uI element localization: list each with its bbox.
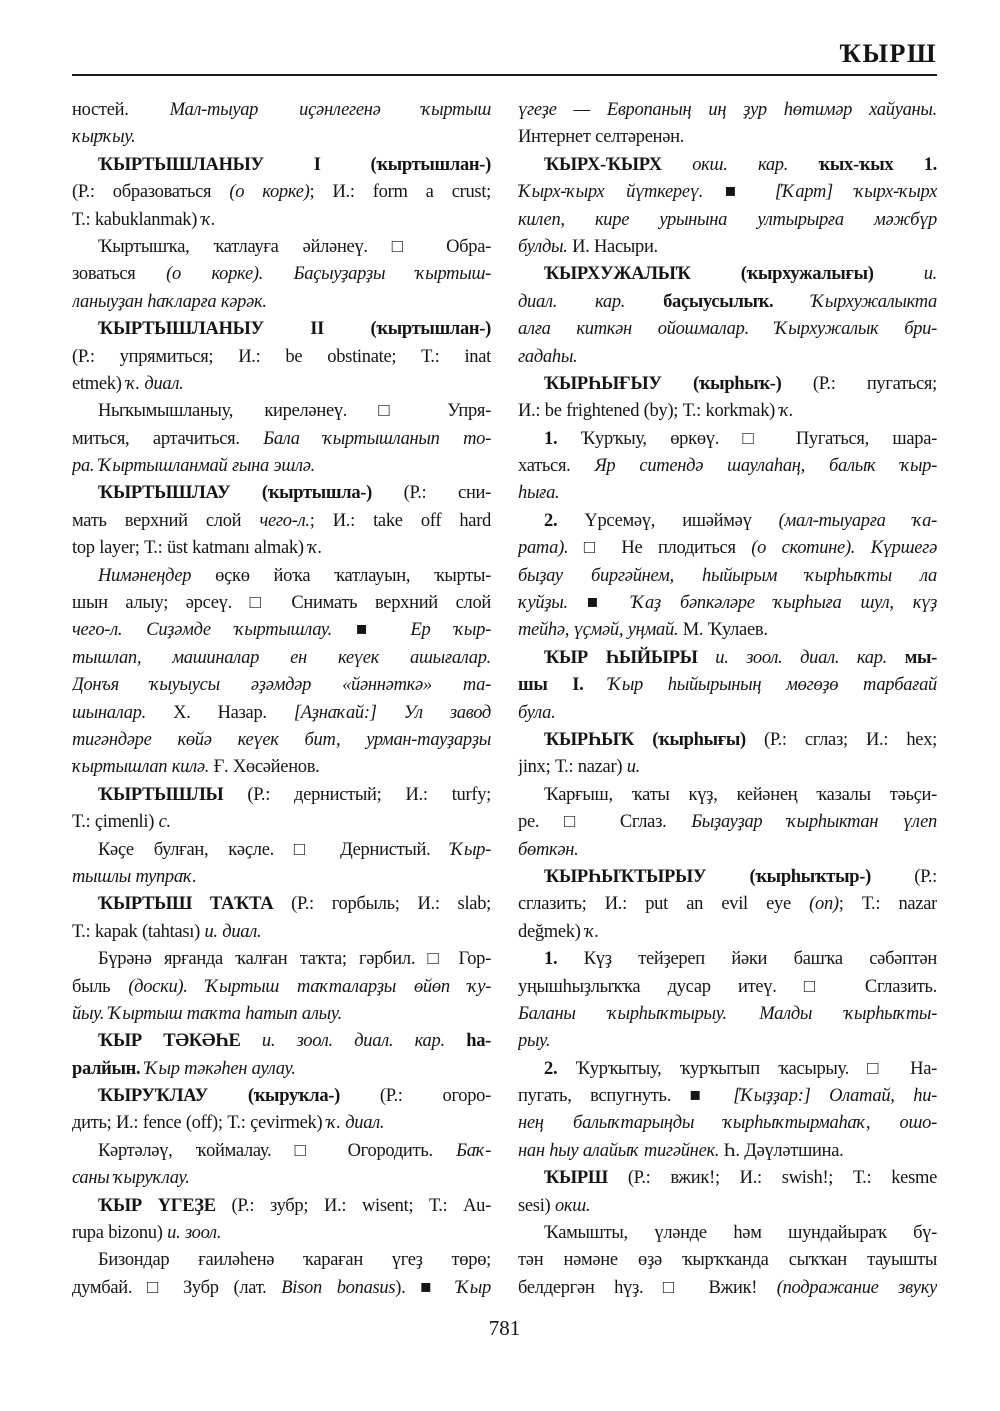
text-segment: (Р.: горбыль; И.: slab;	[291, 894, 491, 915]
text-segment: Нимәнеңдер	[98, 565, 192, 586]
text-segment: ҠЫРШ	[544, 1168, 628, 1189]
text-line	[518, 152, 937, 179]
text-line	[72, 1165, 491, 1192]
text-segment: [Ҡарт] ҡырх-ҡырх	[774, 182, 937, 203]
text-line	[72, 672, 491, 699]
text-segment: думбай. □ Зубр (лат.	[72, 1277, 282, 1298]
text-segment: чего-л. Сиҙәмде ҡыртышлау.	[72, 620, 332, 641]
text-segment: йыу. Ҡыртыш таҡта һатып алыу.	[72, 1003, 342, 1024]
text-segment: □ Не плодиться	[568, 538, 752, 559]
text-segment: Интернет селтәренән.	[518, 127, 685, 148]
text-segment: рыу.	[518, 1031, 551, 1052]
text-segment: нан һыу алайыҡ тигәйнек.	[518, 1140, 720, 1161]
text-segment: ҠЫРТЫШЛАНЫУ I (ҡыртышлан-)	[98, 154, 491, 175]
text-segment: Бизондар ғаиләһенә ҡараған үгеҙ төрө;	[98, 1250, 491, 1271]
text-segment: ). ■	[395, 1277, 457, 1298]
text-segment: 2.	[544, 510, 585, 531]
text-segment: пугать, вспугнуть. ■	[518, 1086, 734, 1107]
text-segment: [Ҡыҙҙар:] Олатай, һи-	[733, 1086, 937, 1107]
text-segment: өҫкө йоҡа ҡатлауын, ҡырты-	[191, 565, 491, 586]
text-line	[518, 1247, 937, 1274]
text-segment: ҠЫР ҮГЕҘЕ	[98, 1195, 232, 1216]
text-line	[72, 1083, 491, 1110]
text-line	[518, 535, 937, 562]
text-line	[72, 809, 491, 836]
text-line	[518, 179, 937, 206]
text-segment: Бүрәнә ярғанда ҡалған таҡта; гәрбил. □ Гор-	[98, 949, 491, 970]
text-segment: ҠЫРТЫШЛЫ	[98, 784, 248, 805]
text-line	[72, 289, 491, 316]
text-segment: шын алыу; әрсеү. □ Снимать верхний слой	[72, 593, 491, 614]
text-line	[518, 563, 937, 590]
text-segment: ланыуҙан һаҡларға кәрәк.	[72, 291, 267, 312]
text-line	[72, 426, 491, 453]
text-segment: и. зоол. диал. кар.	[715, 647, 905, 668]
text-line	[72, 1193, 491, 1220]
text-segment: Т.: kabuklanmak)	[72, 209, 202, 230]
text-segment: тышлап, машиналар ен кеүек ашығалар.	[72, 647, 491, 668]
text-segment: И.: be frightened (by); Т.: korkmak)	[518, 401, 780, 422]
text-segment: бөткән.	[518, 839, 579, 860]
text-segment: булды.	[518, 236, 568, 257]
text-segment: Х. Назар.	[145, 702, 294, 723]
text-segment: шы I.	[518, 675, 609, 696]
text-segment: Ҡурҡыу, өркөү. □ Пугаться, шара-	[580, 428, 937, 449]
text-line	[72, 974, 491, 1001]
text-segment: ҡ.	[585, 921, 599, 942]
text-segment: Ҡыр тәкәһен аулау.	[144, 1058, 296, 1079]
text-line	[518, 1028, 937, 1055]
text-segment: мы-	[904, 647, 937, 668]
text-segment: була.	[518, 702, 556, 723]
text-segment: ра. Ҡыртышланмай ғына эшлә.	[72, 456, 315, 477]
text-segment: Ҡамышты, үләнде һәм шундайыраҡ бү-	[544, 1223, 937, 1244]
text-line	[518, 316, 937, 343]
text-line	[518, 700, 937, 727]
text-segment: баҫыусылыҡ.	[663, 291, 812, 312]
text-segment: Ер ҡыр-	[410, 620, 491, 641]
text-line	[518, 891, 937, 918]
text-line	[72, 453, 491, 480]
text-line	[72, 398, 491, 425]
text-segment: мать верхний слой	[72, 510, 260, 531]
text-segment: ҡ.	[201, 209, 216, 230]
text-segment: ■	[567, 593, 632, 614]
text-segment: гадаһы.	[518, 346, 578, 367]
text-line	[72, 344, 491, 371]
text-segment: рата).	[518, 538, 569, 559]
text-segment: ре. □ Сглаз.	[518, 812, 692, 833]
text-line	[518, 508, 937, 535]
text-segment: Мал-тыуар иҫәнлегенә ҡыртыш	[169, 100, 491, 120]
text-segment: (Р.: зубр; И.: wisent; Т.: Au-	[231, 1195, 491, 1216]
text-line	[518, 919, 937, 946]
text-line	[518, 1110, 937, 1137]
text-segment: sesi)	[518, 1195, 555, 1216]
text-segment: и.	[626, 757, 640, 778]
text-line	[72, 234, 491, 261]
running-head: ҠЫРШ	[839, 39, 937, 68]
text-line	[518, 480, 937, 507]
text-segment: Һ. Дәүләтшина.	[719, 1140, 844, 1161]
text-segment: сглазить; И.: put an evil eye	[518, 894, 810, 915]
text-line	[518, 289, 937, 316]
text-segment: 1.	[544, 949, 584, 970]
text-segment: с.	[158, 812, 171, 833]
page-number: 781	[488, 1316, 521, 1341]
text-line	[518, 234, 937, 261]
text-segment: Т.: çimenli)	[72, 812, 159, 833]
text-body	[72, 97, 937, 1302]
text-segment: jinx; Т.: nazar)	[518, 757, 627, 778]
text-line	[518, 590, 937, 617]
text-segment: и. зоол. диал. кар.	[261, 1031, 467, 1052]
page-footer	[72, 1316, 937, 1341]
text-segment: зоваться	[72, 264, 167, 285]
text-line	[72, 179, 491, 206]
text-segment: ҠЫРҺЫҒЫУ (ҡырһыҡ-)	[544, 373, 813, 394]
text-segment: (Р.: сглаз; И.: hex;	[763, 729, 937, 750]
text-segment: тышлы тупраҡ.	[72, 866, 197, 887]
text-segment: (Р.:	[914, 866, 937, 887]
text-segment: ҡыртышлап килә.	[72, 757, 210, 778]
text-segment: дить; И.: fence (off); Т.: çevirmek)	[72, 1113, 327, 1134]
text-segment: ҠЫРТЫШЛАУ (ҡыртышла-)	[98, 483, 404, 504]
text-line	[72, 1028, 491, 1055]
text-segment: тән нәмәне өҙә ҡырҡҡанда сыҡҡан тауышты	[518, 1250, 937, 1271]
text-line	[518, 1193, 937, 1220]
text-segment: Ҡурҡытыу, ҡурҡытып ҡасырыу. □ На-	[575, 1058, 937, 1079]
text-segment: ҠЫРТЫШ ТАҠТА	[98, 894, 292, 915]
text-segment: ҠЫРУҠЛАУ (ҡыруҡла-)	[98, 1086, 380, 1107]
text-line	[518, 782, 937, 809]
text-segment: ҠЫРХУЖАЛЫҠ (ҡырхужалығы)	[544, 264, 924, 285]
text-line	[72, 645, 491, 672]
text-line	[72, 754, 491, 781]
text-segment: ; Т.: nazar	[838, 894, 937, 915]
text-line	[72, 316, 491, 343]
text-segment: Кәртәләү, ҡоймалау. □ Огородить.	[98, 1140, 457, 1161]
text-segment: ; И.: take off hard	[309, 510, 491, 531]
text-line	[72, 891, 491, 918]
text-segment: уңышһыҙлыҡҡа дусар итеү. □ Сглазить.	[518, 976, 937, 997]
text-segment: тигәндәре көйә кеүек бит, урман-тауҙарҙы	[72, 729, 491, 750]
text-segment: тейһә, үҫмәй, уңмай.	[518, 620, 679, 641]
text-segment: (Р.: вжик!; И.: swish!; Т.: kesme	[627, 1168, 937, 1189]
text-segment: [Аҙнаҡай:] Ул завод	[293, 702, 491, 723]
text-line	[72, 535, 491, 562]
text-line	[518, 754, 937, 781]
text-line	[518, 727, 937, 754]
text-line	[72, 782, 491, 809]
text-line	[72, 727, 491, 754]
text-segment: (подражание звуку	[776, 1277, 937, 1298]
text-segment: ҡ.	[308, 538, 323, 559]
left-column	[72, 97, 491, 1302]
text-segment: Ҡыртышҡа, ҡатлауға әйләнеү. □ Обра-	[98, 236, 491, 257]
text-segment: диал. кар.	[518, 291, 664, 312]
text-segment: килеп, кире урынына ултырырға мәжбүр	[518, 209, 937, 230]
text-line	[72, 152, 491, 179]
text-line	[518, 344, 937, 371]
text-line	[518, 1165, 937, 1192]
text-line	[72, 124, 491, 151]
text-segment: нең балыҡтарыңды ҡырһыҡтырмаһаҡ, ошо-	[518, 1113, 937, 1134]
text-segment: ҡых-ҡых 1.	[818, 154, 937, 175]
text-line	[72, 864, 491, 891]
text-segment: Баланы ҡырһыҡтырыу. Малды ҡырһыҡты-	[518, 1003, 937, 1024]
text-line	[518, 371, 937, 398]
text-segment: değmek)	[518, 921, 586, 942]
text-segment: (Р.: пугаться;	[812, 373, 937, 394]
text-segment: быль	[72, 976, 129, 997]
text-line	[72, 1247, 491, 1274]
text-segment: (мал-тыуарға ҡа-	[778, 510, 937, 531]
text-segment: (о скотине). Күршегә	[751, 538, 937, 559]
text-line	[518, 453, 937, 480]
text-segment: Бала ҡыртышланып то-	[263, 428, 491, 449]
text-segment: Т.: kapak (tahtası)	[72, 921, 205, 942]
text-segment: Кәҫе булған, кәҫле. □ Дернистый.	[98, 839, 451, 860]
text-segment: Донъя ҡыуыусы әҙәмдәр «йәннәткә» та-	[72, 675, 491, 696]
text-segment: Ҡыр-	[450, 839, 491, 860]
text-line	[72, 700, 491, 727]
text-segment: ҠЫР ҺЫЙЫРЫ	[544, 647, 716, 668]
text-segment: И. Насыри.	[567, 236, 658, 257]
text-segment: Bison bonasus	[281, 1277, 396, 1298]
text-segment: ҠЫРТЫШЛАНЫУ II (ҡыртышлан-)	[98, 319, 491, 340]
text-segment: ҠЫРҺЫҠТЫРЫУ (ҡырһыҡтыр-)	[544, 866, 915, 887]
text-line	[72, 508, 491, 535]
text-segment: саны ҡыруҡлау.	[72, 1168, 190, 1189]
text-segment: ■	[703, 182, 775, 203]
text-segment: и.	[923, 264, 937, 285]
text-segment: һа-	[466, 1031, 491, 1052]
text-segment: etmek)	[72, 373, 127, 394]
text-line	[518, 1138, 937, 1165]
text-line	[518, 837, 937, 864]
text-segment: ҡ. диал.	[126, 373, 184, 394]
text-segment: үгеҙе — Европаның иң ҙур һөтимәр хайуаны.	[518, 100, 937, 120]
text-segment: top layer; Т.: üst katmanı almak)	[72, 538, 309, 559]
text-segment: һыға.	[518, 483, 560, 504]
text-line	[518, 1056, 937, 1083]
text-segment: rupa bizonu)	[72, 1223, 168, 1244]
text-segment: шыналар.	[72, 702, 146, 723]
text-line	[72, 1275, 491, 1302]
text-line	[518, 124, 937, 151]
text-segment: ҠЫРҺЫҠ (ҡырһығы)	[544, 729, 764, 750]
text-line	[518, 645, 937, 672]
text-segment: ҠЫР ТӘКӘҺЕ	[98, 1031, 262, 1052]
text-line	[72, 946, 491, 973]
text-segment: Баҡ-	[456, 1140, 491, 1161]
text-segment: ҡуйҙы.	[518, 593, 568, 614]
text-line	[72, 617, 491, 644]
text-line	[72, 480, 491, 507]
text-segment: ностей.	[72, 100, 170, 120]
text-segment: (Р.: упрямиться; И.: be obstinate; Т.: inat	[72, 346, 491, 367]
text-segment: быҙау биргәйнем, һыйырым ҡырһыҡты ла	[518, 565, 937, 586]
text-line	[518, 946, 937, 973]
text-segment: ҠЫРХ-ҠЫРХ	[544, 154, 693, 175]
text-segment: окш. кар.	[692, 154, 819, 175]
text-segment: Ҡарғыш, ҡаты күҙ, кейәнең ҡазалы тәьҫи-	[544, 784, 937, 805]
text-line	[72, 207, 491, 234]
text-line	[518, 97, 937, 124]
text-segment: (о корке)	[229, 182, 310, 203]
text-segment: Ҡыр	[456, 1277, 491, 1298]
text-segment: 2.	[544, 1058, 576, 1079]
text-segment: ■	[331, 620, 411, 641]
text-line	[72, 1056, 491, 1083]
text-line	[72, 919, 491, 946]
text-line	[518, 617, 937, 644]
text-segment: Ҡаҙ бәпкәләре ҡырһыға шул, күҙ	[631, 593, 937, 614]
text-line	[518, 207, 937, 234]
text-segment: Яр ситендә шаулаһаң, балыҡ ҡыр-	[594, 456, 937, 477]
text-segment: Ныҡымышланыу, киреләнеү. □ Упря-	[98, 401, 491, 422]
text-line	[72, 1138, 491, 1165]
text-segment: (Р.: дернистый; И.: turfy;	[247, 784, 491, 805]
text-line	[518, 864, 937, 891]
text-segment: Ҡыр һыйырының мөгөҙө тарбағай	[608, 675, 937, 696]
text-segment: Ҡырхужалыкта	[811, 291, 937, 312]
text-segment: окш.	[554, 1195, 591, 1216]
text-line	[518, 1275, 937, 1302]
text-segment: алға киткән ойошмалар. Ҡырхужалык бри-	[518, 319, 937, 340]
text-line	[72, 371, 491, 398]
text-segment: Ғ. Хөсәйенов.	[209, 757, 320, 778]
text-segment: М. Ҡулаев.	[678, 620, 768, 641]
text-segment: ҡ.	[779, 401, 794, 422]
text-segment: и. зоол.	[167, 1223, 222, 1244]
text-segment: (Р.: сни-	[403, 483, 491, 504]
text-line	[72, 563, 491, 590]
text-segment: 1.	[544, 428, 581, 449]
text-line	[518, 809, 937, 836]
text-line	[518, 1220, 937, 1247]
text-segment: (Р.: огоро-	[379, 1086, 491, 1107]
text-line	[518, 398, 937, 425]
text-line	[518, 974, 937, 1001]
text-segment: ҡырҡыу.	[72, 127, 136, 148]
text-segment: чего-л.	[259, 510, 310, 531]
text-line	[72, 837, 491, 864]
text-segment: хаться.	[518, 456, 595, 477]
text-segment: (Р.: образоваться	[72, 182, 230, 203]
text-segment: ҡ. диал.	[326, 1113, 385, 1134]
text-segment: Күҙ тейҙереп йәки башҡа сәбәптән	[583, 949, 937, 970]
text-segment: Үрсемәү, ишәймәү	[584, 510, 779, 531]
text-segment: белдергән һүҙ. □ Вжик!	[518, 1277, 777, 1298]
text-line	[72, 261, 491, 288]
text-line	[72, 1110, 491, 1137]
text-line	[72, 590, 491, 617]
text-line	[72, 97, 491, 124]
text-segment: (on)	[809, 894, 839, 915]
text-line	[518, 1083, 937, 1110]
text-segment: ралйын.	[72, 1058, 145, 1079]
right-column	[518, 97, 937, 1302]
text-line	[72, 1220, 491, 1247]
text-segment: (доски). Ҡыртыш таҡталарҙы өйөп ҡу-	[128, 976, 491, 997]
text-line	[518, 426, 937, 453]
text-segment: миться, артачиться.	[72, 428, 264, 449]
text-line	[518, 672, 937, 699]
text-segment: (о корке). Баҫыуҙарҙы ҡыртыш-	[166, 264, 491, 285]
text-segment: Быҙауҙар ҡырһыктан үлеп	[691, 812, 937, 833]
text-segment: и. диал.	[204, 921, 262, 942]
text-segment: ; И.: form a crust;	[309, 182, 491, 203]
text-line	[72, 1001, 491, 1028]
text-line	[518, 1001, 937, 1028]
page-header	[72, 0, 937, 76]
text-segment: Ҡырх-ҡырх йүткереү.	[518, 182, 704, 203]
text-line	[518, 261, 937, 288]
